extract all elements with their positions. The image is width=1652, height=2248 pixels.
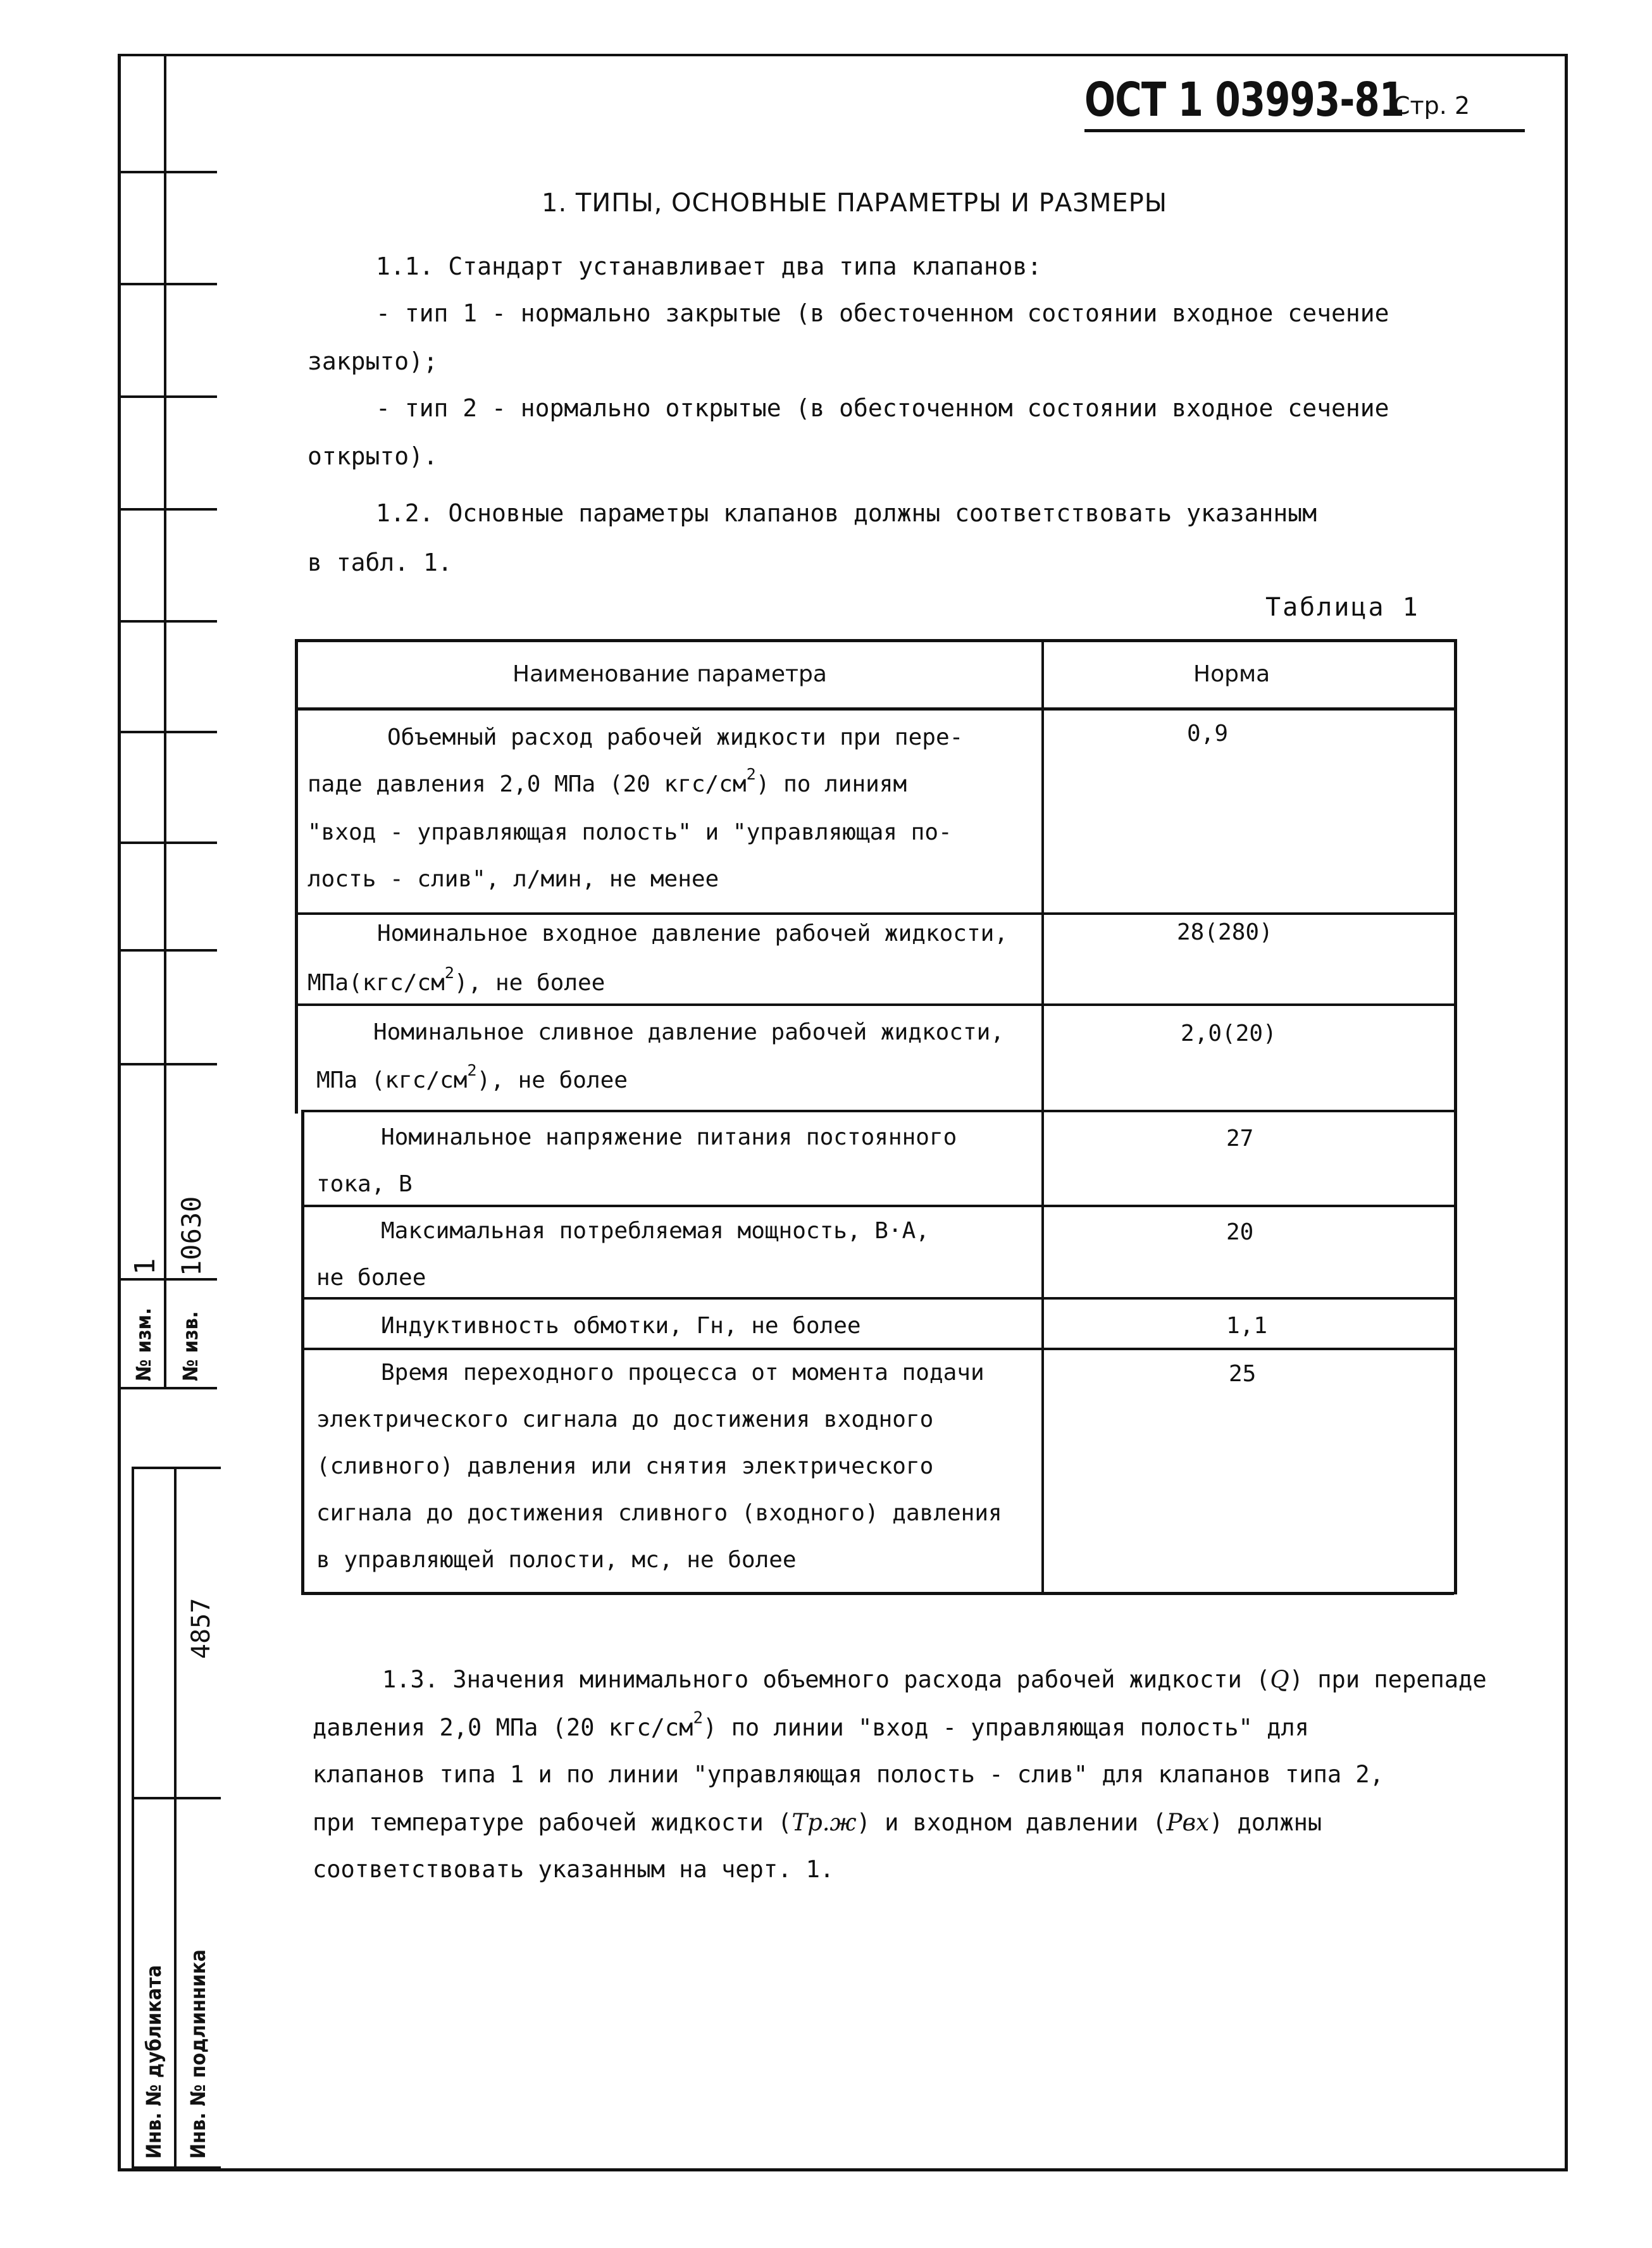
row7-line5: в управляющей полости, мс, не более — [316, 1547, 797, 1573]
table-border — [301, 1592, 1454, 1595]
strip-divider — [164, 54, 166, 1389]
page-number: Стр. 2 — [1393, 92, 1470, 120]
strip-row-line — [118, 620, 217, 623]
table-border — [301, 1205, 1454, 1207]
row1-line4: лость - слив", л/мин, не менее — [307, 866, 719, 892]
row4-line2: тока, В — [316, 1171, 413, 1197]
table-border — [301, 1110, 304, 1594]
table-border — [295, 1003, 1454, 1006]
column-header-norm: Норма — [1193, 661, 1270, 687]
row1-line2: паде давления 2,0 МПа (20 кгс/$см^2$) по линиям — [307, 765, 907, 797]
inv-duplicate-label: Инв. № дубликата — [142, 1965, 166, 2159]
table-border — [301, 1348, 1454, 1350]
p-symbol: Pвх — [1166, 1809, 1209, 1836]
parameters-table — [295, 639, 1454, 1593]
header-underline — [1084, 129, 1525, 132]
q-symbol: Q — [1270, 1666, 1289, 1693]
p1-line5: открыто). — [307, 442, 438, 470]
change-no-label: № изм. — [132, 1307, 156, 1381]
row3-line2: МПа $(кгс/см^2)$, не более — [316, 1061, 628, 1093]
strip-row-line — [118, 395, 217, 398]
row2-value: 28(280) — [1177, 919, 1273, 945]
p2-line2: в табл. 1. — [307, 549, 452, 576]
standard-code: ОСТ 1 03993-81 — [1084, 73, 1405, 127]
p2-line1: 1.2. Основные параметры клапанов должны соответствовать указанным — [376, 499, 1317, 527]
strip-row-line — [118, 1387, 217, 1389]
p1-line3: закрыто); — [307, 347, 438, 375]
p1-line2: - тип 1 - нормально закрытые (в обесточенном состоянии входное сечение — [376, 299, 1389, 327]
row4-value: 27 — [1226, 1126, 1254, 1152]
row7-value: 25 — [1229, 1361, 1257, 1387]
strip-row-line — [134, 1797, 221, 1799]
table-border — [301, 1110, 1454, 1112]
section-title: 1. ТИПЫ, ОСНОВНЫЕ ПАРАМЕТРЫ И РАЗМЕРЫ — [542, 189, 1168, 218]
row2-line1: Номинальное входное давление рабочей жидкости, — [377, 921, 1008, 947]
table-border — [301, 1297, 1454, 1300]
notice-no-value: 10630 — [176, 1196, 207, 1276]
row7-line3: (сливного) давления или снятия электрического — [316, 1453, 934, 1479]
p3-line2: давления 2,0 МПа (20 кгс/$см^2$) по линии "вход - управляющая полость" для — [313, 1708, 1309, 1741]
margin-strip-bottom — [132, 1467, 221, 2169]
p1-line4: - тип 2 - нормально открытые (в обесточенном состоянии входное сечение — [376, 394, 1389, 422]
strip-row-line — [118, 841, 217, 844]
p3-line5: соответствовать указанным на черт. 1. — [313, 1856, 835, 1883]
strip-row-line — [118, 731, 217, 733]
document-header — [1084, 73, 1527, 133]
row5-value: 20 — [1226, 1219, 1254, 1245]
row7-line1: Время переходного процесса от момента подачи — [381, 1360, 984, 1386]
row5-line2: не более — [316, 1265, 426, 1291]
table-border — [295, 707, 1454, 711]
table-border — [1454, 639, 1457, 1594]
strip-row-line — [118, 949, 217, 952]
row7-line4: сигнала до достижения сливного (входного) давления — [316, 1500, 1002, 1526]
strip-divider — [174, 1469, 177, 2166]
row1-value: 0,9 — [1187, 721, 1229, 747]
row4-line1: Номинальное напряжение питания постоянного — [381, 1124, 957, 1150]
strip-row-line — [118, 1278, 217, 1281]
strip-row-line — [118, 1063, 217, 1065]
p1-line1: 1.1. Стандарт устанавливает два типа клапанов: — [376, 252, 1042, 280]
p3-line1: 1.3. Значения минимального объемного расхода рабочей жидкости (Q) при перепаде — [382, 1666, 1487, 1693]
p3-line4: при температуре рабочей жидкости (Tр.ж) и входном давлении (Pвх) должны — [313, 1809, 1322, 1836]
row1-line3: "вход - управляющая полость" и "управляющая по- — [307, 819, 952, 845]
table-caption: Таблица 1 — [1265, 593, 1420, 622]
row6-line1: Индуктивность обмотки, Гн, не более — [381, 1313, 861, 1339]
table-border — [1041, 639, 1044, 1594]
row3-value: 2,0(20) — [1181, 1021, 1277, 1046]
row3-line1: Номинальное сливное давление рабочей жидкости, — [373, 1019, 1004, 1045]
change-no-value: 1 — [129, 1258, 161, 1275]
row2-line2: $МПа(кгс/см^2)$, не более — [307, 964, 606, 996]
row7-line2: электрического сигнала до достижения входного — [316, 1407, 934, 1432]
table-border — [295, 639, 298, 1114]
table-border — [295, 912, 1454, 915]
t-symbol: Tр.ж — [792, 1809, 857, 1836]
row1-line1: Объемный расход рабочей жидкости при пере- — [387, 724, 964, 750]
p3-line3: клапанов типа 1 и по линии "управляющая полость - слив" для клапанов типа 2, — [313, 1761, 1384, 1788]
strip-row-line — [118, 283, 217, 285]
inv-original-label: Инв. № подлинника — [186, 1949, 210, 2159]
table-border — [295, 639, 1454, 642]
column-header-parameter: Наименование параметра — [512, 661, 827, 687]
inv-original-value: 4857 — [187, 1598, 216, 1659]
row6-value: 1,1 — [1226, 1313, 1268, 1339]
row5-line1: Максимальная потребляемая мощность, В·А, — [381, 1218, 929, 1244]
strip-row-line — [118, 171, 217, 173]
margin-strip-top — [118, 54, 217, 1389]
strip-row-line — [118, 508, 217, 511]
notice-no-label: № изв. — [178, 1311, 202, 1381]
